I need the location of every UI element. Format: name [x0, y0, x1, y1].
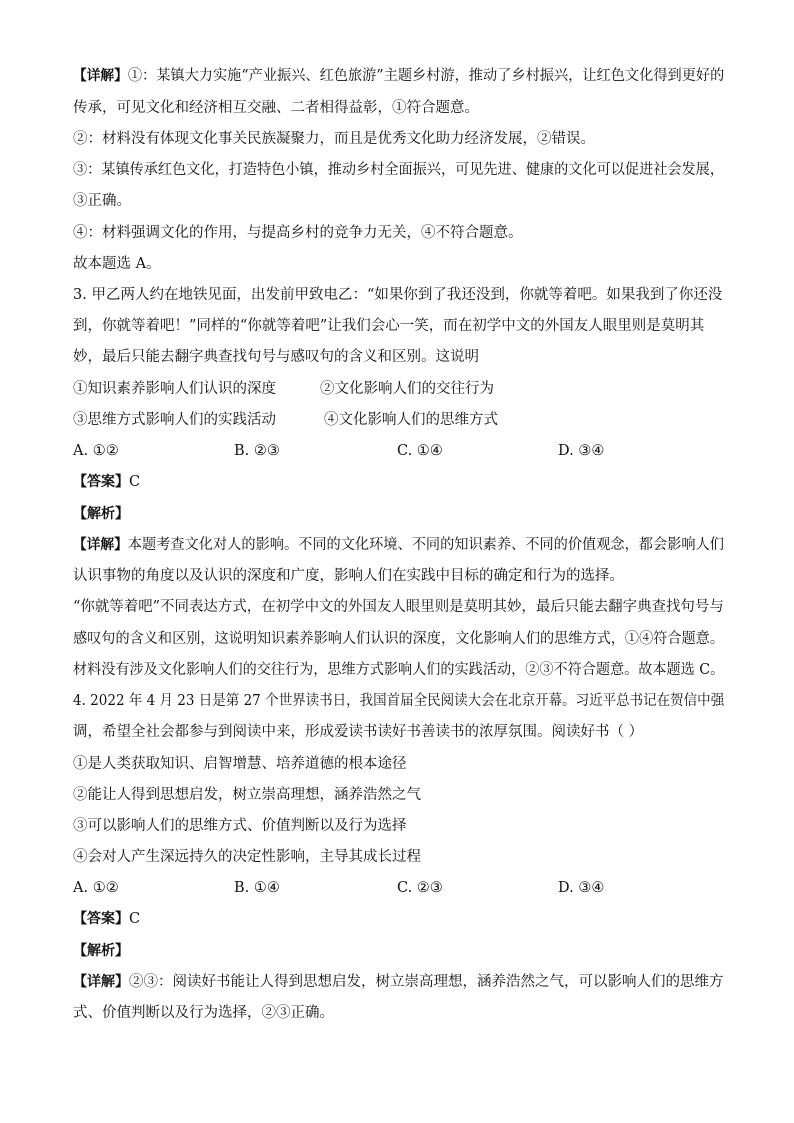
question-4-option-a: A. ①② [73, 880, 119, 896]
question-4-item-2: ②能让人得到思想启发，树立崇高理想，涵养浩然之气 [73, 787, 421, 803]
question-4-stem: 4. 2022 年 4 月 23 日是第 27 个世界读书日，我国首届全民阅读大会在北京开幕。习近平总书记在贺信中强 [73, 693, 725, 709]
question-4-detail [73, 972, 724, 992]
answer-value: C [129, 474, 141, 490]
detail-line: ③：某镇传承红色文化，打造特色小镇，推动乡村全面振兴，可见先进、健康的文化可以促进社会发展， [73, 162, 724, 178]
detail-line [73, 66, 724, 86]
detail-label: 【详解】 [73, 68, 128, 84]
question-3-detail: 认识事物的角度以及认识的深度和广度，影响人们在实践中目标的确定和行为的选择。 [73, 568, 624, 584]
detail-label: 【详解】 [73, 974, 129, 990]
analysis-label: 【解析】 [73, 506, 129, 522]
question-4-answer [73, 909, 140, 929]
question-3-answer [73, 472, 140, 492]
detail-text: 本题考查文化对人的影响。不同的文化环境、不同的知识素养、不同的价值观念，都会影响人们 [127, 537, 724, 553]
question-4-item-4: ④会对人产生深远持久的决定性影响，主导其成长过程 [73, 849, 421, 865]
question-3-detail: 材料没有涉及文化影响人们的交往行为，思维方式影响人们的实践活动，②③不符合题意。故本题选 C。 [73, 662, 725, 678]
detail-text: ②③：阅读好书能让人得到思想启发，树立崇高理想，涵养浩然之气，可以影响人们的思维方 [129, 974, 724, 990]
answer-label: 【答案】 [73, 911, 129, 927]
detail-line: 传承，可见文化和经济相互交融、二者相得益彰，①符合题意。 [73, 100, 479, 116]
question-4-option-d: D. ③④ [558, 880, 605, 896]
question-3-option-b: B. ②③ [234, 443, 280, 459]
question-4-option-c: C. ②③ [397, 880, 443, 896]
question-4-detail: 式、价值判断以及行为选择，②③正确。 [73, 1005, 334, 1021]
question-4-stem: 调，希望全社会都参与到阅读中来，形成爱读书读好书善读书的浓厚氛围。阅读好书（ ） [73, 724, 644, 740]
question-3-item-1: ①知识素养影响人们认识的深度 [73, 381, 276, 397]
question-4-option-b: B. ①④ [234, 880, 280, 896]
question-3-stem: 3. 甲乙两人约在地铁见面，出发前甲致电乙：“如果你到了我还没到，你就等着吧。如果我到了你还没 [73, 287, 723, 303]
question-3-detail: “你就等着吧”不同表达方式，在初学中文的外国友人眼里则是莫明其妙，最后只能去翻字典查找句号与 [73, 599, 724, 615]
question-3-option-d: D. ③④ [558, 443, 605, 459]
question-4-analysis-label [73, 941, 129, 961]
question-4-item-1: ①是人类获取知识、启智增慧、培养道德的根本途径 [73, 756, 407, 772]
question-3-item-3: ③思维方式影响人们的实践活动 [73, 412, 276, 428]
question-3-detail: 感叹句的含义和区别，这说明知识素养影响人们认识的深度，文化影响人们的思维方式，①④符合题意。 [73, 631, 724, 647]
question-3-detail [73, 535, 724, 555]
analysis-label: 【解析】 [73, 943, 129, 959]
detail-text: ①：某镇大力实施“产业振兴、红色旅游”主题乡村游，推动了乡村振兴，让红色文化得到更好的 [127, 68, 725, 84]
question-3-option-c: C. ①④ [397, 443, 443, 459]
answer-value: C [129, 911, 141, 927]
question-3-item-2: ②文化影响人们的交往行为 [320, 381, 494, 397]
question-3-stem: 到，你就等着吧！”同样的“你就等着吧”让我们会心一笑，而在初学中文的外国友人眼里则是莫明其 [73, 318, 705, 334]
detail-line: ④：材料强调文化的作用，与提高乡村的竞争力无关，④不符合题意。 [73, 225, 523, 241]
conclusion-line: 故本题选 A。 [73, 256, 161, 272]
question-3-analysis-label [73, 504, 129, 524]
detail-line: ③正确。 [73, 193, 131, 209]
detail-line: ②：材料没有体现文化事关民族凝聚力，而且是优秀文化助力经济发展，②错误。 [73, 131, 595, 147]
detail-label: 【详解】 [73, 537, 128, 553]
question-3-stem: 妙，最后只能去翻字典查找句号与感叹句的含义和区别。这说明 [73, 349, 479, 365]
question-4-item-3: ③可以影响人们的思维方式、价值判断以及行为选择 [73, 818, 407, 834]
question-3-option-a: A. ①② [73, 443, 119, 459]
answer-label: 【答案】 [73, 474, 129, 490]
question-3-item-4: ④文化影响人们的思维方式 [324, 412, 498, 428]
